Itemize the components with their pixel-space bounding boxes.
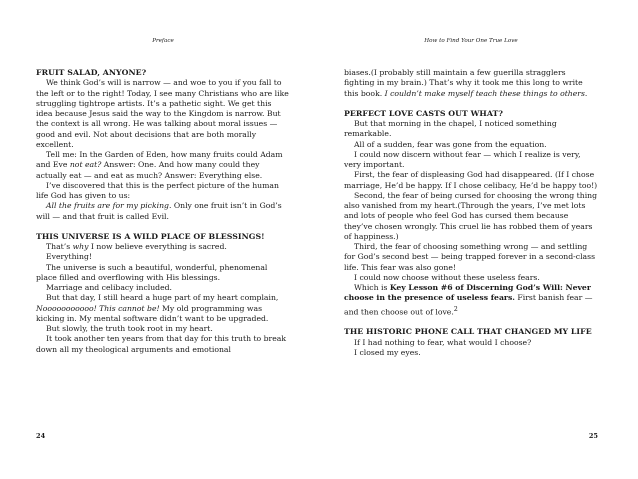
paragraph: biases.(I probably still maintain a few guerilla stragglers fighting in my brain.) That’s why it took me this long to write this book. I couldn’t make myself teach these things to others. bbox=[344, 68, 588, 98]
paragraph: All the fruits are for my picking. Only one fruit isn’t in God’s will — and that fruit is called Evil. bbox=[36, 201, 282, 221]
running-head: How to Find Your One True Love bbox=[424, 38, 518, 44]
paragraph: First, the fear of displeasing God had disappeared. (If I chose marriage, He’d be happy. If I chose celibacy, He’d be happy too!) bbox=[344, 170, 598, 190]
footnote-marker: 2 bbox=[453, 304, 458, 313]
paragraph: Tell me: In the Garden of Eden, how many fruits could Adam and Eve not eat? Answer: One. And how many could they actually eat — and eat as much? Answer: Everything else. bbox=[36, 150, 283, 180]
paragraph: I closed my eyes. bbox=[354, 347, 421, 357]
paragraph: If I had nothing to fear, what would I choose? bbox=[354, 337, 532, 347]
page-body bbox=[36, 68, 290, 355]
paragraph: Everything! bbox=[46, 252, 92, 262]
paragraph: I could now choose without these useless fears. bbox=[354, 272, 540, 282]
section-heading: THIS UNIVERSE IS A WILD PLACE OF BLESSINGS! bbox=[36, 231, 265, 241]
page-number: 24 bbox=[36, 432, 46, 440]
paragraph: Second, the fear of being cursed for choosing the wrong thing also vanished from my heart.(Through the years, I’ve met lots and lots of people who feel God has cursed them because they’ve chosen wrongly. This cruel lie has robbed them of years of happiness.) bbox=[344, 190, 598, 241]
paragraph: All of a sudden, fear was gone from the equation. bbox=[354, 139, 547, 149]
paragraph: That’s why I now believe everything is sacred. bbox=[46, 242, 227, 251]
section-heading: FRUIT SALAD, ANYONE? bbox=[36, 68, 147, 77]
paragraph: Third, the fear of choosing something wrong — and settling for God’s second best — being trapped forever in a second-class life. This fear was also gone! bbox=[344, 242, 596, 272]
paragraph: I’ve discovered that this is the perfect picture of the human life God has given to us: bbox=[36, 180, 279, 200]
section-heading: PERFECT LOVE CASTS OUT WHAT? bbox=[344, 108, 503, 118]
paragraph: I could now discern without fear — which I realize is very, very important. bbox=[344, 149, 581, 169]
paragraph: But that day, I still heard a huge part of my heart complain, Nooooooooooo! This cannot be! My old programming was kicking in. My mental software didn’t want to be upgraded. bbox=[36, 293, 279, 323]
paragraph: But slowly, the truth took root in my heart. bbox=[46, 324, 213, 333]
paragraph: Which is Key Lesson #6 of Discerning God’s Will: Never choose in the presence of useless fears. First banish fear — and then choose out of love.$^2$ bbox=[344, 283, 593, 317]
right-page bbox=[344, 0, 598, 479]
paragraph: The universe is such a beautiful, wonderful, phenomenal place filled and overflowing with His blessings. bbox=[36, 262, 268, 282]
paragraph: It took another ten years from that day for this truth to break down all my theological arguments and emotional bbox=[36, 334, 287, 354]
page-number: 25 bbox=[588, 432, 598, 440]
section-heading: THE HISTORIC PHONE CALL THAT CHANGED MY LIFE bbox=[344, 327, 592, 337]
running-head: Preface bbox=[152, 38, 174, 44]
left-page bbox=[36, 0, 290, 479]
paragraph: But that morning in the chapel, I noticed something remarkable. bbox=[344, 119, 557, 139]
paragraph: We think God’s will is narrow — and woe to you if you fall to the left or to the right! Today, I see many Christians who are like struggling tightrope artists. It’s a pathetic sight. We get this idea because Jesus said the way to the Kingdom is narrow. But the context is all wrong. He was talking about moral issues — good and evil. Not about decisions that are both morally excellent. bbox=[36, 78, 289, 149]
page-body bbox=[344, 68, 598, 358]
paragraph: Marriage and celibacy included. bbox=[46, 283, 172, 292]
